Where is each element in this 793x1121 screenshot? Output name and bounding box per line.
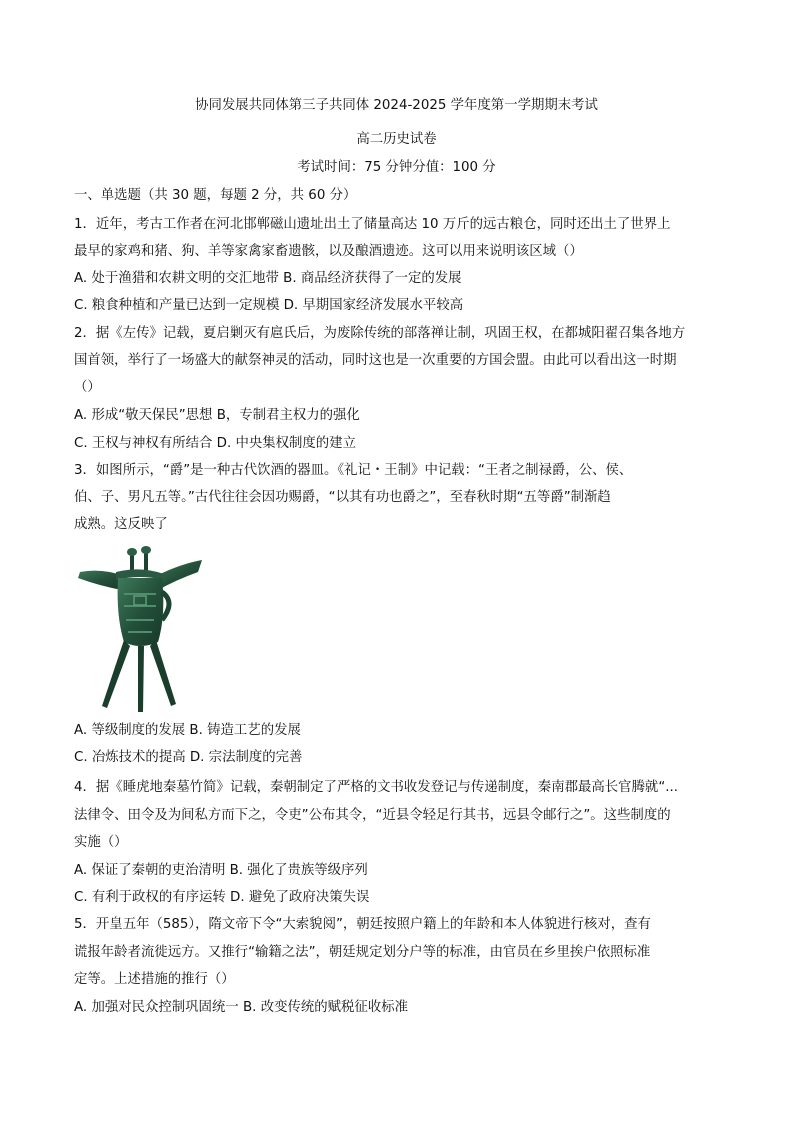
q4-stem-line-2: 法律令、田令及为间私方而下之，令吏”公布其令，“近县令轻足行其书，远县令邮行之”。这些制度的 [74,808,671,823]
exam-subject: 高二历史试卷 [356,132,437,147]
exam-info: 考试时间：75 分钟分值：100 分 [297,160,496,175]
q5-options-line-1: A. 加强对民众控制巩固统一 B. 改变传统的赋税征收标准 [74,1000,408,1015]
q5-stem-line-1: 5．开皇五年（585），隋文帝下令“大索貌阅”，朝廷按照户籍上的年龄和本人体貌进行核对，查有 [74,917,651,932]
q4-stem-line-1: 4．据《睡虎地秦墓竹简》记载，秦朝制定了严格的文书收发登记与传递制度，秦南郡最高长官腾就“... [74,780,679,795]
q4-stem-line-3: 实施（） [74,835,128,850]
q3-stem-line-2: 伯、子、男凡五等。”古代往往会因功赐爵，“以其有功也爵之”，至春秋时期“五等爵”制渐趋 [74,490,611,505]
q4-options-line-1: A. 保证了秦朝的吏治清明 B. 强化了贵族等级序列 [74,863,368,878]
exam-title: 协同发展共同体第三子共同体 2024-2025 学年度第一学期期末考试 [195,98,598,113]
q3-options-line-2: C. 冶炼技术的提高 D. 宗法制度的完善 [74,750,303,765]
q2-stem-line-2: 国首领，举行了一场盛大的献祭神灵的活动，同时这也是一次重要的方国会盟。由此可以看出这一时期 [74,353,677,368]
q1-options-line-1: A. 处于渔猎和农耕文明的交汇地带 B. 商品经济获得了一定的发展 [74,271,462,286]
q2-options-line-1: A. 形成“敬天保民”思想 B，专制君主权力的强化 [74,408,360,423]
q4-options-line-2: C. 有利于政权的有序运转 D. 避免了政府决策失误 [74,890,370,905]
section-heading: 一、单选题（共 30 题，每题 2 分，共 60 分） [74,188,357,203]
q2-options-line-2: C. 王权与神权有所结合 D. 中央集权制度的建立 [74,436,356,451]
q1-stem-line-2: 最早的家鸡和猪、狗、羊等家禽家畜遗骸，以及酿酒遗迹。这可以用来说明该区域（） [74,244,583,259]
q3-stem-line-3: 成熟。这反映了 [74,517,168,532]
q5-stem-line-3: 定等。上述措施的推行（） [74,972,235,987]
q1-options-line-2: C. 粮食种植和产量已达到一定规模 D. 早期国家经济发展水平较高 [74,298,464,313]
q3-stem-line-1: 3．如图所示，“爵”是一种古代饮酒的器皿。《礼记・王制》中记载：“王者之制禄爵，公、侯、 [74,463,633,478]
bronze-jue-vessel-image [72,546,208,714]
q1-stem-line-1: 1．近年，考古工作者在河北邯郸磁山遗址出土了储量高达 10 万斤的远古粮仓，同时还出土了世界上 [74,217,671,232]
q2-stem-line-3: （） [74,380,101,395]
q2-stem-line-1: 2．据《左传》记载，夏启剿灭有扈氏后，为废除传统的部落禅让制，巩固王权，在都城阳翟召集各地方 [74,326,686,341]
q5-stem-line-2: 谎报年龄者流徙远方。又推行“输籍之法”，朝廷规定划分户等的标准，由官员在乡里挨户依照标准 [74,945,651,960]
q3-options-line-1: A. 等级制度的发展 B. 铸造工艺的发展 [74,723,301,738]
